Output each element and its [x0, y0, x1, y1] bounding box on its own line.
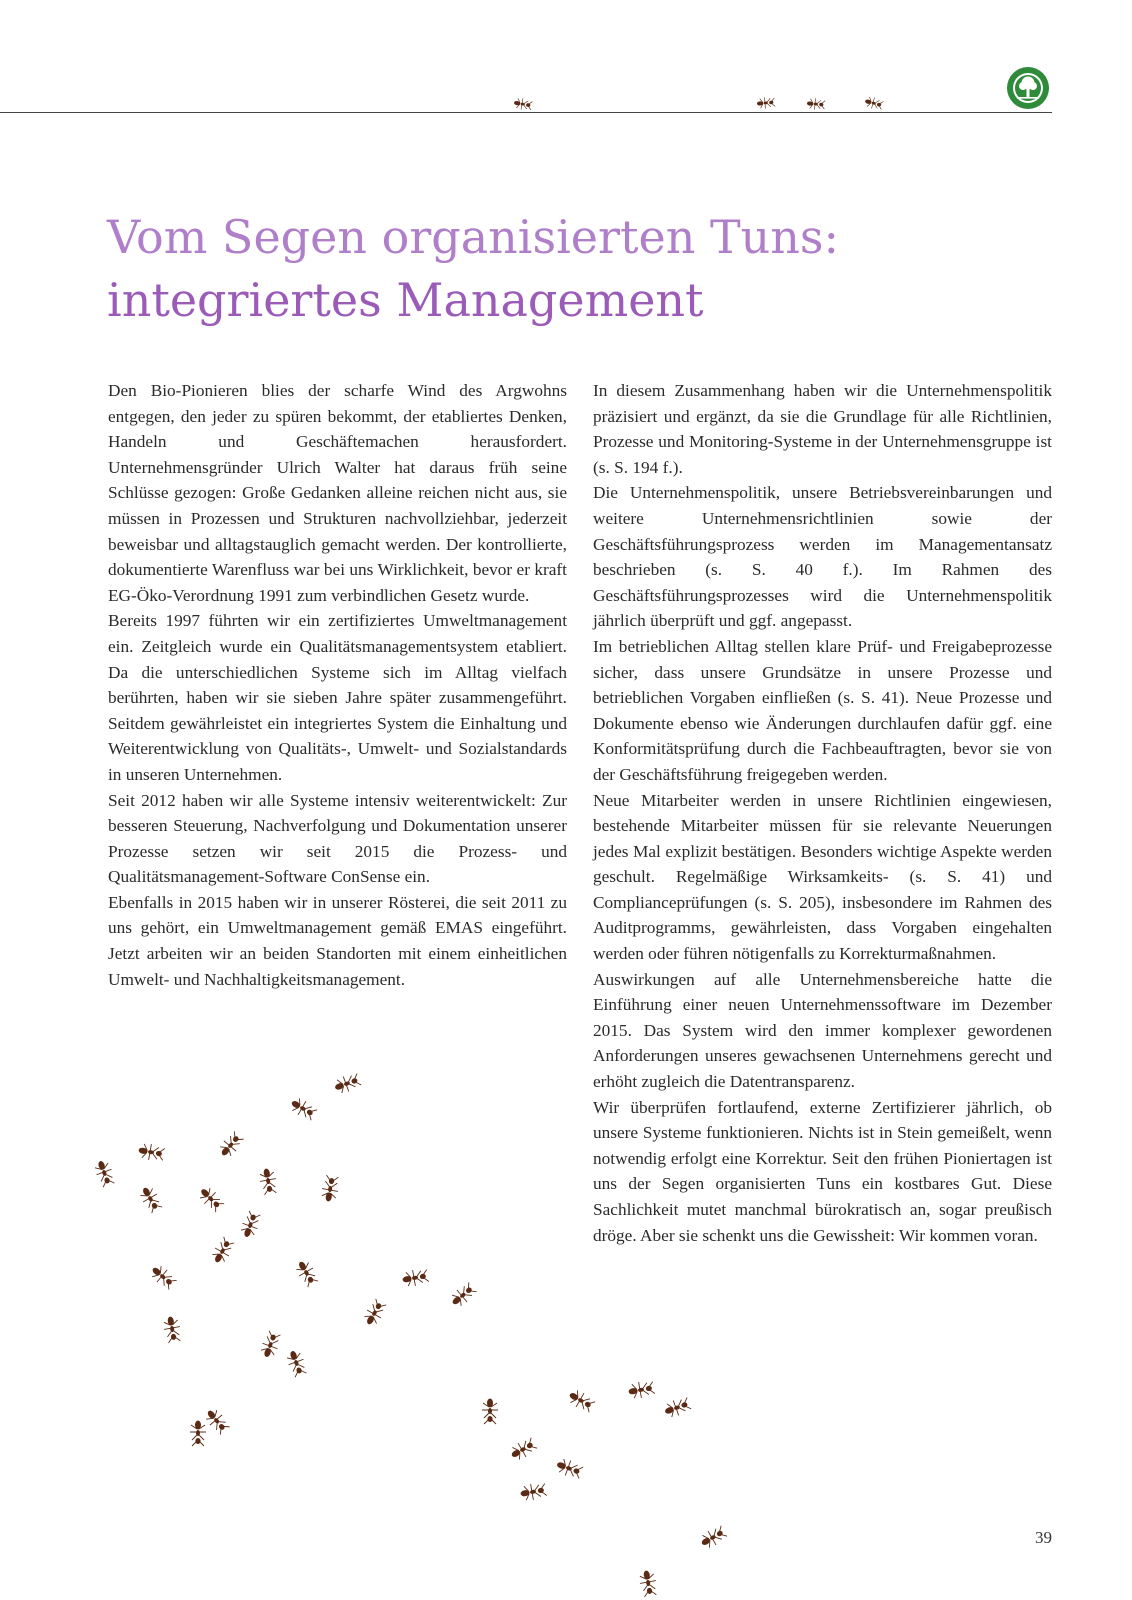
ant-icon — [332, 1072, 361, 1096]
ant-icon — [401, 1268, 429, 1288]
ant-icon — [196, 1184, 225, 1213]
ant-icon — [508, 1436, 538, 1463]
ant-icon — [320, 1175, 340, 1203]
ant-icon — [285, 1348, 309, 1377]
ant-icon — [482, 1399, 498, 1425]
ant-icon — [638, 1569, 658, 1597]
ant-icon — [239, 1210, 263, 1239]
paragraph: Bereits 1997 führten wir ein zertifiziertes Umweltmanagement ein. Zeitgleich wurde ein Qualitätsmanagementsystem etabliert. Da die unterschiedlichen Systeme sich im Alltag vielfach berührten, haben wir sie sieben Jahre später zusammengeführt. Seitdem gewährleistet ein integriertes System die Einhaltung und Weiterentwicklung von Qualitäts-, Umwelt- und Sozialstandards in unseren Unternehmen. — [108, 611, 567, 784]
title-line-2: integriertes Management — [107, 273, 704, 327]
ant-icon — [93, 1158, 117, 1187]
paragraph: Seit 2012 haben wir alle Systeme intensiv weiterentwickelt: Zur besseren Steuerung, Nachverfolgung und Dokumentation unserer Prozesse setzen wir seit 2015 die Prozess- und Qualitätsmanagement-Software ConSense ein. — [108, 790, 567, 887]
ant-icon — [137, 1142, 165, 1162]
title-line-1: Vom Segen organisierten Tuns: — [107, 210, 840, 264]
page-number: 39 — [1035, 1528, 1052, 1547]
header-rule — [0, 112, 1052, 113]
ant-icon — [627, 1380, 655, 1400]
text-column-right — [593, 378, 1052, 1248]
ant-icon — [202, 1406, 231, 1436]
text-column-left — [108, 378, 567, 992]
ant-icon — [258, 1167, 278, 1195]
ant-icon — [209, 1236, 236, 1266]
paragraph: Im betrieblichen Alltag stellen klare Prüf- und Freigabeprozesse sicher, dass unsere Grundsätze in unsere Prozesse und betrieblichen Vorgaben einfließen (s. S. 41). Neue Prozesse und Dokumente ebenso wie Änderungen durchlaufen dafür ggf. eine Konformitätsprüfung durch die Fachbeauftragten, bevor sie von der Geschäftsführung freigegeben werden. — [593, 636, 1052, 784]
ant-icon — [216, 1130, 245, 1160]
paragraph: Ebenfalls in 2015 haben wir in unserer Rösterei, die seit 2011 zu uns gehört, ein Umweltmanagement gemäß EMAS eingeführt. Jetzt arbeiten wir an beiden Standorten mit einem einheitlichen Umwelt- und Nachhaltigkeitsmanagement. — [108, 892, 567, 989]
ant-icon — [190, 1421, 206, 1447]
paragraph: Auswirkungen auf alle Unternehmensbereiche hatte die Einführung einer neuen Unternehmenssoftware im Dezember 2015. Das System wird den immer komplexer gewordenen Anforderungen unseres gewachsenen Unternehmens gerecht und erhöht zugleich die Datentransparenz. — [593, 969, 1052, 1092]
ant-icon — [513, 97, 533, 111]
paragraph: Die Unternehmenspolitik, unsere Betriebsvereinbarungen und weitere Unternehmensrichtlinien sowie der Geschäftsführungsprozess werden im Managementansatz beschrieben (s. S. 40 f.). Im Rahmen des Geschäftsführungsprozesses wird die Unternehmenspolitik jährlich überprüft und ggf. angepasst. — [593, 483, 1052, 631]
ant-icon — [519, 1482, 547, 1502]
paragraph: In diesem Zusammenhang haben wir die Unternehmenspolitik präzisiert und ergänzt, da sie die Grundlage für alle Richtlinien, Prozesse und Monitoring-Systeme in der Unternehmensgruppe ist (s. S. 194 f.). — [593, 381, 1052, 477]
ant-icon — [698, 1524, 728, 1551]
ant-icon — [293, 1258, 320, 1288]
ant-icon — [662, 1396, 691, 1420]
ant-icon — [448, 1281, 478, 1310]
paragraph: Neue Mitarbeiter werden in unsere Richtlinien eingewiesen, bestehende Mitarbeiter müssen für sie relevante Neuerungen jedes Mal explizit bestätigen. Besonders wichtige Aspekte werden geschult. Regelmäßige Wirksamkeits- (s. S. 41) und Complianceprüfungen (s. S. 205), insbesondere im Rahmen des Auditprogramms, gewährleisten, dass Vorgaben eingehalten werden oder führen nötigenfalls zu Korrekturmaßnahmen. — [593, 790, 1052, 964]
paragraph: Wir überprüfen fortlaufend, externe Zertifizierer jährlich, ob unsere Systeme funktionieren. Nichts ist in Stein gemeißelt, wenn notwendig erfolgt eine Korrektur. Seit den frühen Pioniertagen ist uns der Segen organisierten Tuns ein kostbares Gut. Diese Sachlichkeit mutet manchmal bürokratisch an, sogar preußisch dröge. Aber sie schenkt uns die Gewissheit: Wir kommen voran. — [593, 1097, 1052, 1245]
ant-icon — [554, 1457, 583, 1481]
ant-icon — [756, 97, 775, 110]
ant-icon — [288, 1095, 318, 1122]
ant-icon — [162, 1315, 182, 1343]
ant-icon — [566, 1387, 596, 1414]
ant-icon — [137, 1184, 164, 1214]
ant-icon — [148, 1262, 178, 1291]
ant-icon — [806, 98, 825, 111]
page-title — [107, 206, 1007, 332]
ant-icon — [259, 1330, 283, 1359]
ant-icon — [864, 96, 884, 111]
ant-icon — [361, 1298, 388, 1328]
tree-seal-icon — [1006, 66, 1050, 110]
paragraph: Den Bio-Pionieren blies der scharfe Wind des Argwohns entgegen, den jeder zu spüren bekommt, der etabliertes Denken, Handeln und Geschäftemachen herausfordert. Unternehmensgründer Ulrich Walter hat daraus früh seine Schlüsse gezogen: Große Gedanken alleine reichen nicht aus, sie müssen in Prozessen und Strukturen nachvollziehbar, jederzeit beweisbar und alltagstauglich gemacht werden. Der kontrollierte, dokumentierte Warenfluss war bei uns Wirklichkeit, bevor er kraft EG-Öko-Verordnung 1991 zum verbindlichen Gesetz wurde. — [108, 381, 567, 605]
